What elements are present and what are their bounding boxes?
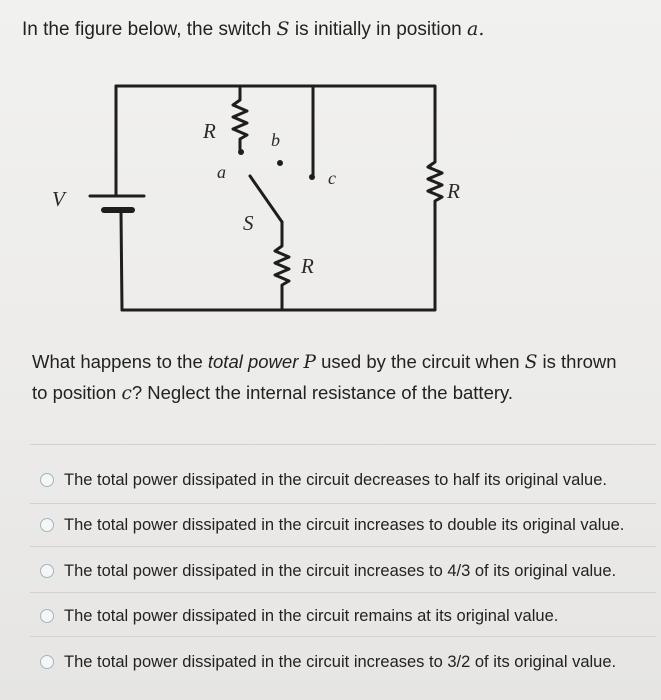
radio-button[interactable] bbox=[40, 518, 54, 532]
resistor-bottom-zigzag bbox=[275, 222, 289, 310]
divider bbox=[30, 592, 656, 593]
label-resistor-left: R bbox=[203, 119, 216, 143]
terminal-a-dot bbox=[238, 149, 244, 155]
radio-button[interactable] bbox=[40, 473, 54, 487]
prompt-symbol-p: P bbox=[303, 352, 316, 373]
label-switch: S bbox=[243, 211, 254, 235]
prompt-text: What happens to the bbox=[32, 351, 203, 372]
prompt-emphasis: total power bbox=[207, 351, 299, 372]
option-label: The total power dissipated in the circuit increases to 3/2 of its original value. bbox=[64, 652, 617, 671]
prompt-text: used by the circuit when bbox=[321, 351, 520, 372]
terminal-c-dot bbox=[309, 174, 315, 180]
terminal-b-dot bbox=[277, 160, 283, 166]
header-suffix: is initially in position bbox=[294, 19, 462, 40]
divider bbox=[30, 636, 656, 637]
radio-button[interactable] bbox=[40, 609, 54, 623]
label-terminal-b: b bbox=[271, 130, 280, 150]
divider bbox=[30, 444, 656, 445]
prompt-line-2 bbox=[32, 378, 652, 409]
answer-option-5[interactable] bbox=[40, 649, 650, 675]
header-switch-symbol: S bbox=[276, 18, 290, 40]
wire-left-lower bbox=[121, 212, 122, 310]
answer-option-1[interactable] bbox=[40, 467, 650, 493]
question-prompt bbox=[32, 347, 652, 409]
circuit-diagram bbox=[40, 70, 460, 330]
option-label: The total power dissipated in the circuit remains at its original value. bbox=[64, 606, 559, 625]
radio-button[interactable] bbox=[40, 564, 54, 578]
answer-option-4[interactable] bbox=[40, 603, 650, 629]
divider bbox=[30, 503, 656, 504]
resistor-left-zigzag bbox=[233, 86, 247, 152]
prompt-text: ? Neglect the internal resistance of the battery. bbox=[131, 382, 514, 403]
option-label: The total power dissipated in the circuit increases to double its original value. bbox=[64, 515, 625, 534]
prompt-symbol-c: c bbox=[121, 383, 132, 404]
header-position-symbol: a. bbox=[467, 18, 485, 40]
question-header bbox=[22, 18, 484, 41]
answer-option-2[interactable] bbox=[40, 512, 650, 538]
label-battery: V bbox=[52, 187, 65, 211]
divider bbox=[30, 546, 656, 547]
label-terminal-a: a bbox=[217, 162, 226, 182]
prompt-text: is thrown bbox=[542, 351, 617, 372]
prompt-symbol-s: S bbox=[524, 352, 538, 373]
switch-blade bbox=[250, 176, 282, 222]
header-text: In the figure below, the switch bbox=[22, 19, 272, 40]
option-label: The total power dissipated in the circuit increases to 4/3 of its original value. bbox=[64, 561, 617, 580]
radio-button[interactable] bbox=[40, 655, 54, 669]
label-terminal-c: c bbox=[328, 168, 336, 188]
prompt-line-1 bbox=[32, 347, 652, 378]
label-resistor-bottom: R bbox=[301, 254, 314, 278]
option-label: The total power dissipated in the circuit decreases to half its original value. bbox=[64, 470, 607, 489]
prompt-text: to position bbox=[32, 382, 117, 403]
label-resistor-right: R bbox=[447, 179, 460, 203]
answer-option-3[interactable] bbox=[40, 558, 650, 584]
